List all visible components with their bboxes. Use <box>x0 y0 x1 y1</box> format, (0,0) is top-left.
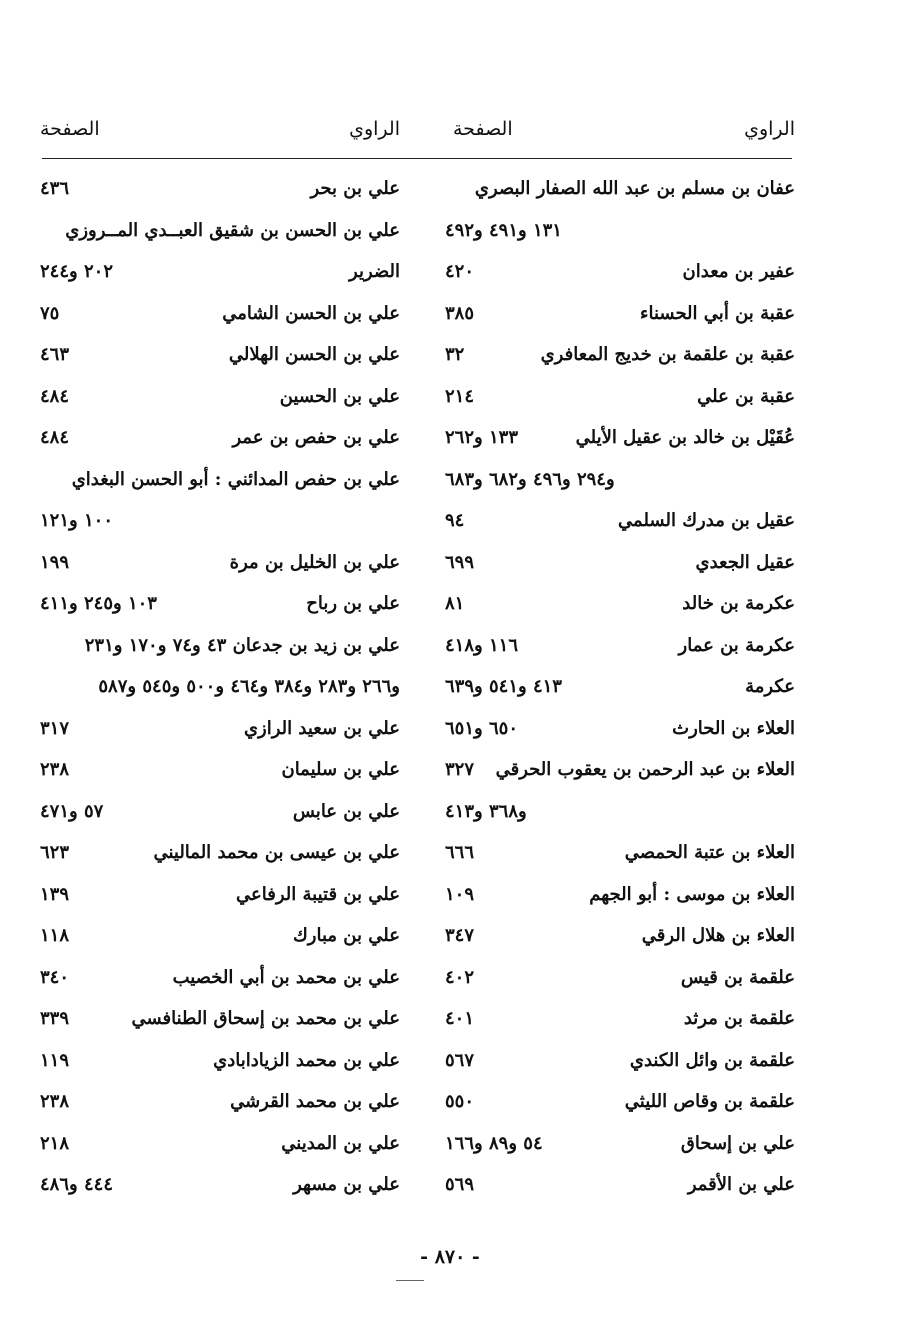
page-refs: ٦٦٦ <box>445 842 475 863</box>
index-entry <box>445 220 795 262</box>
index-entry <box>445 676 795 718</box>
narrator-name: علي بن سعيد الرازي <box>243 717 400 739</box>
page-refs: ١٩٩ <box>40 551 70 573</box>
narrator-name: علي بن مبارك <box>292 925 400 946</box>
narrator-name: علي بن الحسن الهلالي <box>228 344 400 365</box>
page-refs: ٤٣٦ <box>40 178 70 199</box>
page-refs: و٢٩٤ و٤٩٦ و٦٨٢ و٦٨٣ <box>445 468 615 490</box>
index-entry <box>445 1091 795 1133</box>
index-entry <box>445 178 795 220</box>
narrator-name: علي بن مسهر <box>293 1174 400 1195</box>
narrator-header: الراوي <box>744 118 795 140</box>
narrator-name: علي بن سليمان <box>281 759 400 780</box>
page-refs: ٢٣٨ <box>40 1091 70 1112</box>
page-refs: ٢٣٨ <box>40 759 70 780</box>
page-refs: ١٠٣ و٢٤٥ و٤١١ <box>40 593 157 614</box>
narrator-name: علي بن حفص المدائني : أبو الحسن البغداي <box>71 468 400 490</box>
index-entry <box>445 1050 795 1092</box>
narrator-name: علي بن المديني <box>281 1132 400 1154</box>
page-refs: ٣٨٥ <box>445 302 475 324</box>
index-entry <box>40 344 400 386</box>
index-entry <box>445 801 795 843</box>
narrator-name: علي بن محمد بن إسحاق الطنافسي <box>131 1008 400 1029</box>
index-entry <box>40 635 400 677</box>
index-entry <box>445 884 795 926</box>
page-refs: ٥٧ و٤٧١ <box>40 800 104 822</box>
page-refs: ٤٨٤ <box>40 385 70 407</box>
index-entry <box>40 759 400 801</box>
index-entry <box>40 261 400 303</box>
narrator-name: علي بن الحسن الشامي <box>222 302 400 324</box>
narrator-name: علي بن عابس <box>292 800 400 822</box>
page-refs: ١٠٩ <box>445 883 475 905</box>
narrator-name: علي بن محمد الزيادابادي <box>213 1049 400 1071</box>
page-refs: ٤٠٢ <box>445 966 475 988</box>
index-entry <box>445 427 795 469</box>
header-rule <box>42 158 792 159</box>
narrator-name: و٢٦٦ و٢٨٣ و٣٨٤ و٤٦٤ و٥٠٠ و٥٤٥ و٥٨٧ <box>98 676 400 697</box>
page-refs: ٦٢٣ <box>40 842 70 863</box>
narrator-name: علي بن حفص بن عمر <box>232 427 400 448</box>
narrator-name: عكرمة بن عمار <box>678 634 795 656</box>
narrator-name: عفير بن معدان <box>682 261 795 282</box>
index-entry <box>445 552 795 594</box>
index-entry <box>445 967 795 1009</box>
index-entry <box>40 593 400 635</box>
right-column-header <box>445 118 795 150</box>
index-entry <box>445 510 795 552</box>
narrator-name: علي بن رباح <box>306 593 400 614</box>
narrator-name: علي بن محمد القرشي <box>230 1091 400 1112</box>
index-entry <box>40 884 400 926</box>
index-entry <box>445 635 795 677</box>
page-header: الصفحة <box>40 118 100 140</box>
narrator-name: علي بن زيد بن جدعان ٤٣ و٧٤ و١٧٠ و٢٣١ <box>84 634 400 656</box>
index-entry <box>40 801 400 843</box>
index-entry <box>40 469 400 511</box>
left-column <box>40 0 400 1342</box>
narrator-name: علي بن بحر <box>310 178 400 199</box>
right-entries <box>445 178 795 1216</box>
narrator-name: علقمة بن وقاص الليثي <box>624 1091 795 1112</box>
index-entry <box>445 386 795 428</box>
index-entry <box>445 1008 795 1050</box>
index-entry <box>40 1050 400 1092</box>
index-entry <box>40 967 400 1009</box>
narrator-name: علقمة بن وائل الكندي <box>629 1049 795 1071</box>
index-entry <box>445 261 795 303</box>
index-entry <box>40 676 400 718</box>
page-refs: ٧٥ <box>40 302 60 324</box>
left-entries <box>40 178 400 1216</box>
index-entry <box>445 718 795 760</box>
index-entry <box>445 925 795 967</box>
narrator-name: علي بن الأقمر <box>687 1174 795 1195</box>
page-refs: ٦٥٠ و٦٥١ <box>445 717 518 739</box>
page-refs: ٢١٨ <box>40 1132 70 1154</box>
page-refs: ١٣٩ <box>40 883 70 905</box>
narrator-name: علي بن الخليل بن مرة <box>229 551 400 573</box>
narrator-name: علي بن الحسن بن شقيق العبــدي المــروزي <box>65 219 400 241</box>
narrator-name: العلاء بن عتبة الحمصي <box>624 842 795 863</box>
page-refs: ١١٨ <box>40 925 70 946</box>
index-entry <box>40 1008 400 1050</box>
index-entry <box>445 842 795 884</box>
index-entry <box>40 1091 400 1133</box>
narrator-name: العلاء بن هلال الرقي <box>641 925 795 946</box>
page-refs: ٤٨٤ <box>40 427 70 448</box>
page-refs: ٤٢٠ <box>445 261 475 282</box>
index-entry <box>445 469 795 511</box>
page-number-underline <box>396 1280 424 1281</box>
narrator-name: علي بن الحسين <box>279 385 400 407</box>
narrator-name: علي بن قتيبة الرفاعي <box>235 883 400 905</box>
index-entry <box>40 386 400 428</box>
page-refs: ٢٠٢ و٢٤٤ <box>40 261 113 282</box>
page-refs: ٥٤ و٨٩ و١٦٦ <box>445 1132 543 1154</box>
narrator-name: علي بن عيسى بن محمد الماليني <box>153 842 400 863</box>
index-entry <box>445 759 795 801</box>
narrator-name: عكرمة <box>745 676 795 697</box>
narrator-name: عكرمة بن خالد <box>682 593 795 614</box>
page-refs: ١٣١ و٤٩١ و٤٩٢ <box>445 219 562 241</box>
page-refs: و٣٦٨ و٤١٣ <box>445 800 527 822</box>
narrator-name: العلاء بن عبد الرحمن بن يعقوب الحرقي <box>495 759 795 780</box>
index-entry <box>445 593 795 635</box>
index-entry <box>40 510 400 552</box>
page-refs: ٣١٧ <box>40 717 70 739</box>
index-entry <box>40 718 400 760</box>
page-refs: ١١٦ و٤١٨ <box>445 634 518 656</box>
narrator-header: الراوي <box>349 118 400 140</box>
index-entry <box>40 1133 400 1175</box>
index-entry <box>445 303 795 345</box>
page-refs: ٣٤٧ <box>445 925 475 946</box>
index-entry <box>40 925 400 967</box>
narrator-name: الضرير <box>349 261 400 282</box>
page-refs: ٤٦٣ <box>40 344 70 365</box>
narrator-name: العلاء بن موسى : أبو الجهم <box>589 883 795 905</box>
page-refs: ٣٣٩ <box>40 1008 70 1029</box>
page-refs: ٣٢ <box>445 344 465 365</box>
index-entry <box>40 178 400 220</box>
left-column-header <box>40 118 400 150</box>
index-entry <box>445 1174 795 1216</box>
index-entry <box>40 220 400 262</box>
narrator-name: عفان بن مسلم بن عبد الله الصفار البصري <box>474 178 795 199</box>
page-refs: ٥٦٩ <box>445 1174 475 1195</box>
narrator-name: عقبة بن علي <box>697 385 795 407</box>
page-refs: ٤١٣ و٥٤١ و٦٣٩ <box>445 676 562 697</box>
index-entry <box>40 1174 400 1216</box>
index-entry <box>40 303 400 345</box>
index-entry <box>40 842 400 884</box>
narrator-name: عقيل بن مدرك السلمي <box>618 510 795 531</box>
narrator-name: عقبة بن علقمة بن خديج المعافري <box>540 344 795 365</box>
page-refs: ٣٤٠ <box>40 966 70 988</box>
page-refs: ١٠٠ و١٢١ <box>40 510 113 531</box>
page-refs: ٦٩٩ <box>445 551 475 573</box>
page-refs: ٩٤ <box>445 510 465 531</box>
narrator-name: علقمة بن مرثد <box>683 1008 795 1029</box>
index-entry <box>40 552 400 594</box>
page-refs: ١١٩ <box>40 1049 70 1071</box>
index-entry <box>40 427 400 469</box>
page-number: - ٨٧٠ - <box>420 1246 480 1268</box>
page-refs: ٤٤٤ و٤٨٦ <box>40 1174 113 1195</box>
narrator-name: عُقَيْل بن خالد بن عقيل الأيلي <box>575 427 795 448</box>
page-refs: ٣٢٧ <box>445 759 475 780</box>
page-refs: ٢١٤ <box>445 385 475 407</box>
page-refs: ٥٦٧ <box>445 1049 475 1071</box>
narrator-name: علي بن إسحاق <box>680 1132 795 1154</box>
narrator-name: علي بن محمد بن أبي الخصيب <box>172 966 400 988</box>
narrator-name: عقبة بن أبي الحسناء <box>640 302 795 324</box>
index-entry <box>445 344 795 386</box>
narrator-name: العلاء بن الحارث <box>672 717 795 739</box>
index-entry <box>445 1133 795 1175</box>
page-header: الصفحة <box>453 118 513 140</box>
narrator-name: علقمة بن قيس <box>680 966 795 988</box>
page-refs: ٨١ <box>445 593 465 614</box>
page-refs: ٥٥٠ <box>445 1091 475 1112</box>
right-column <box>445 0 795 1342</box>
page-refs: ١٣٣ و٢٦٢ <box>445 427 518 448</box>
narrator-name: عقيل الجعدي <box>695 551 795 573</box>
page-refs: ٤٠١ <box>445 1008 475 1029</box>
